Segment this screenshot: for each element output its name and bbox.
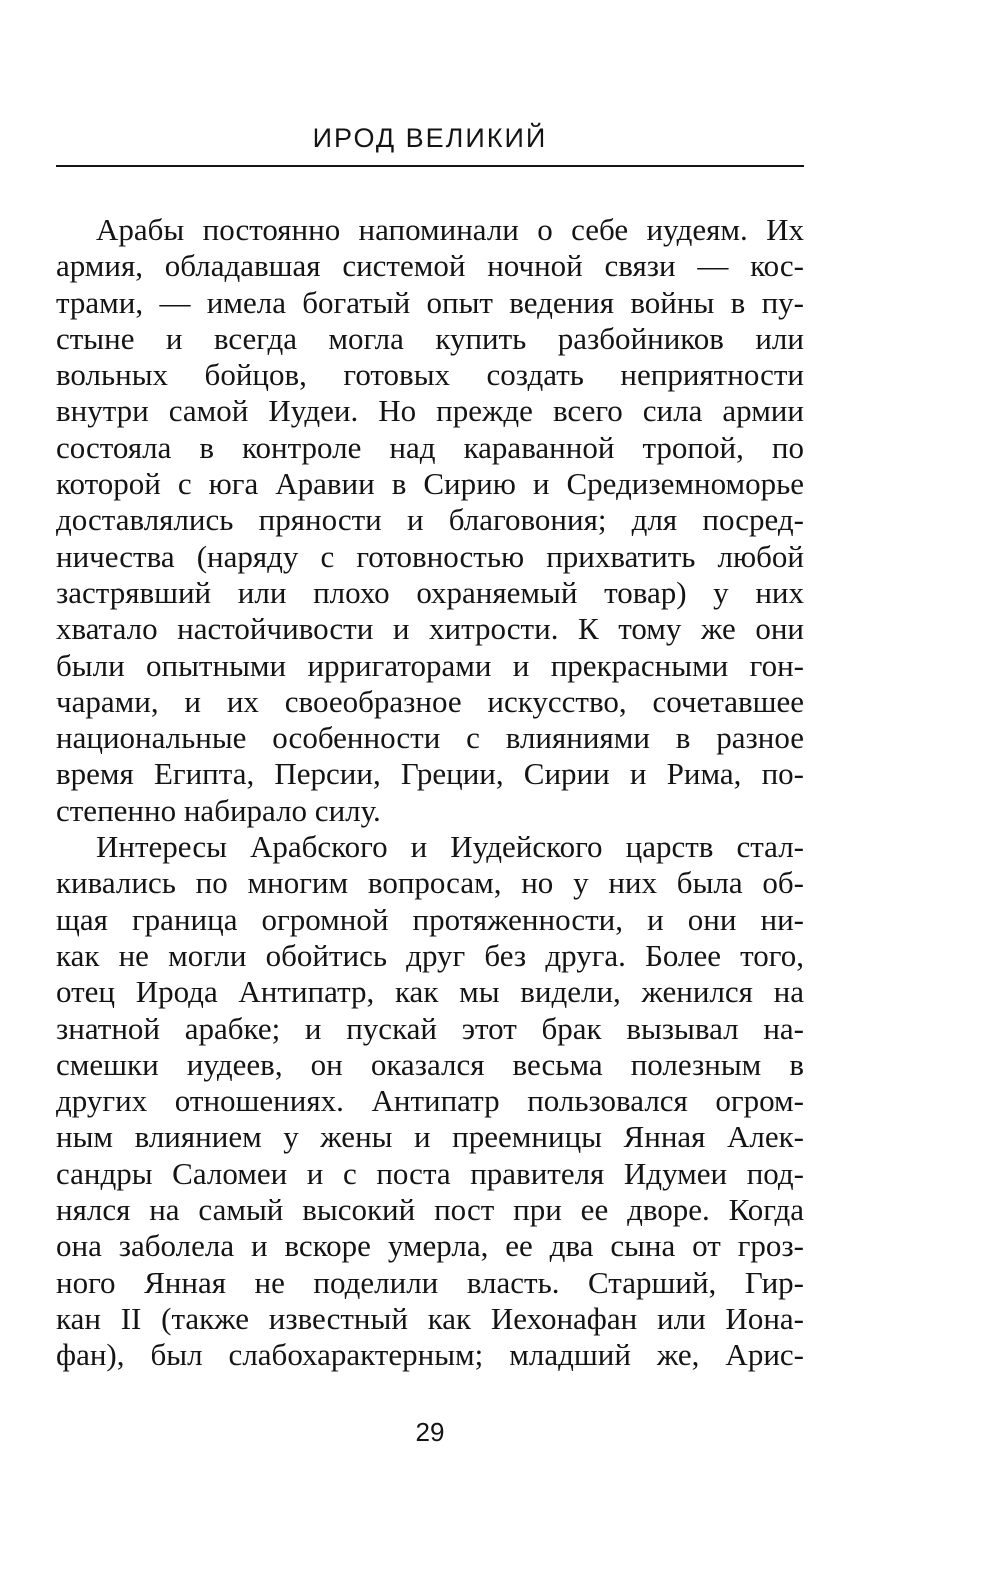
- body-text: [56, 212, 804, 1374]
- text-line: сандры Саломеи и с поста правителя Идумеи под-: [56, 1155, 804, 1191]
- text-line: стыне и всегда могла купить разбойников или: [56, 320, 804, 356]
- paragraph-2: [56, 829, 804, 1373]
- text-line: хватало настойчивости и хитрости. К тому же они: [56, 611, 804, 647]
- text-line: она заболела и вскоре умерла, ее два сына от гроз-: [56, 1228, 804, 1264]
- text-line: которой с юга Аравии в Сирию и Средиземноморье: [56, 466, 804, 502]
- text-line: степенно набирало силу.: [56, 792, 381, 828]
- text-line: национальные особенности с влияниями в разное: [56, 720, 804, 756]
- text-line: ным влиянием у жены и преемницы Янная Алек-: [56, 1119, 804, 1155]
- text-line: Интересы Арабского и Иудейского царств стал-: [96, 829, 804, 865]
- running-head: ИРОД ВЕЛИКИЙ: [312, 123, 548, 153]
- text-line: фан), был слабохарактерным; младший же, Арис-: [56, 1337, 804, 1373]
- text-line: как не могли обойтись друг без друга. Более того,: [56, 937, 804, 973]
- text-line: состояла в контроле над караванной тропой, по: [56, 429, 804, 465]
- text-line: трами, — имела богатый опыт ведения войны в пу-: [56, 284, 804, 320]
- text-line: Арабы постоянно напоминали о себе иудеям. Их: [96, 212, 804, 247]
- text-line: застрявший или плохо охраняемый товар) у них: [56, 574, 804, 610]
- text-line: ного Янная не поделили власть. Старший, Гир-: [56, 1264, 804, 1300]
- text-line: нялся на самый высокий пост при ее дворе. Когда: [56, 1192, 804, 1228]
- text-line: знатной арабке; и пускай этот брак вызывал на-: [56, 1010, 804, 1046]
- text-line: кан II (также известный как Иехонафан или Иона-: [56, 1300, 804, 1336]
- header-rule: [56, 165, 804, 167]
- text-line: ничества (наряду с готовностью прихватить любой: [56, 538, 804, 574]
- text-line: армия, обладавшая системой ночной связи — кос-: [56, 248, 804, 284]
- text-line: доставлялись пряности и благовония; для посред-: [56, 502, 804, 538]
- paragraph-1: [56, 212, 804, 829]
- text-line: смешки иудеев, он оказался весьма полезным в: [56, 1046, 804, 1082]
- text-line: щая граница огромной протяженности, и они ни-: [56, 901, 804, 937]
- text-line: внутри самой Иудеи. Но прежде всего сила армии: [56, 393, 804, 429]
- text-line: кивались по многим вопросам, но у них была об-: [56, 865, 804, 901]
- page-number: 29: [415, 1417, 445, 1447]
- text-line: были опытными ирригаторами и прекрасными гон-: [56, 647, 804, 683]
- text-line: чарами, и их своеобразное искусство, сочетавшее: [56, 683, 804, 719]
- text-line: других отношениях. Антипатр пользовался огром-: [56, 1083, 804, 1119]
- text-line: вольных бойцов, готовых создать неприятности: [56, 357, 804, 393]
- text-line: отец Ирода Антипатр, как мы видели, женился на: [56, 974, 804, 1010]
- text-line: время Египта, Персии, Греции, Сирии и Рима, по-: [56, 756, 804, 792]
